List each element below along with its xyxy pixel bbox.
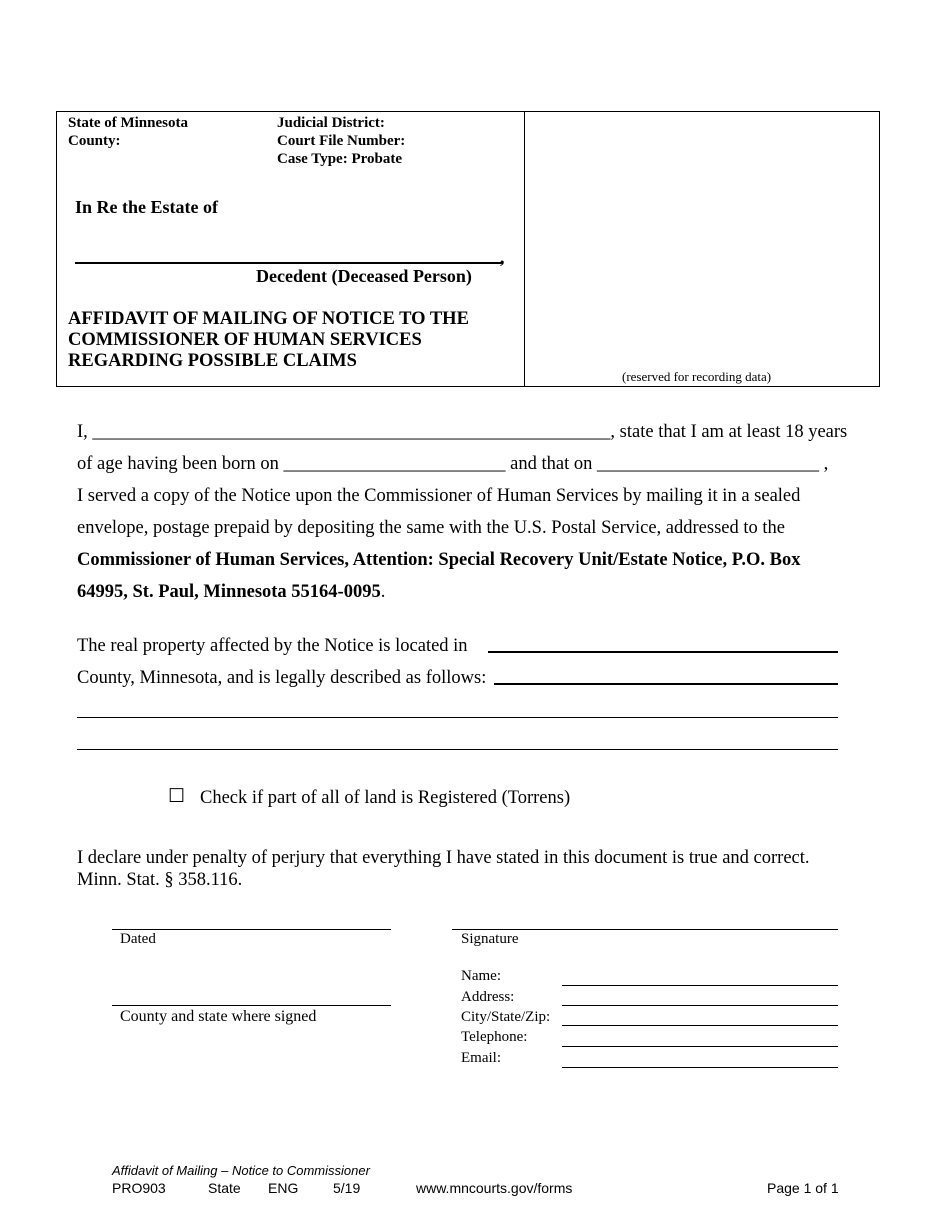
affiant-name-blank[interactable]: ________________________________________________________ — [92, 422, 611, 442]
email-label: Email: — [461, 1050, 501, 1066]
birth-date-blank[interactable]: ________________________ — [283, 454, 506, 474]
body-line-5: Commissioner of Human Services, Attention: Special Recovery Unit/Estate Notice, P.O. Box — [77, 550, 801, 570]
court-file-number-label: Court File Number: — [277, 133, 406, 149]
property-line-2: County, Minnesota, and is legally described as follows: — [77, 668, 487, 688]
line1-start: I, — [77, 422, 93, 442]
decedent-comma: , — [500, 247, 505, 267]
dated-label: Dated — [120, 931, 156, 947]
footer-language: ENG — [268, 1180, 299, 1196]
address-zip: 64995, St. Paul, Minnesota 55164-0095 — [77, 582, 381, 602]
property-line-1: The real property affected by the Notice is located in — [77, 636, 468, 656]
name-field[interactable] — [562, 985, 838, 986]
footer-form-code: PRO903 — [112, 1180, 166, 1196]
in-re-label: In Re the Estate of — [75, 197, 218, 217]
body-line-6 — [77, 581, 385, 603]
legal-description-blank-3[interactable] — [77, 749, 838, 750]
declaration-line-2: Minn. Stat. § 358.116. — [77, 870, 243, 890]
reserved-recording-label: (reserved for recording data) — [622, 369, 772, 384]
footer-url[interactable]: www.mncourts.gov/forms — [416, 1180, 573, 1196]
county-label: County: — [68, 133, 121, 149]
city-state-zip-field[interactable] — [562, 1025, 838, 1026]
body-line-4: envelope, postage prepaid by depositing the same with the U.S. Postal Service, addressed to the — [77, 518, 785, 538]
title-line-1: AFFIDAVIT OF MAILING OF NOTICE TO THE — [68, 309, 469, 329]
city-state-zip-label: City/State/Zip: — [461, 1009, 551, 1025]
line2-mid: and that on — [505, 454, 597, 474]
title-line-2: COMMISSIONER OF HUMAN SERVICES — [68, 330, 422, 350]
decedent-label: Decedent (Deceased Person) — [256, 266, 472, 286]
signature-label: Signature — [461, 931, 519, 947]
address-label: Address: — [461, 989, 515, 1005]
decedent-name-line[interactable] — [75, 262, 502, 264]
torrens-label: Check if part of all of land is Registered (Torrens) — [200, 788, 571, 808]
torrens-checkbox[interactable]: ☐ — [168, 786, 186, 807]
footer-form-title: Affidavit of Mailing – Notice to Commissioner — [112, 1163, 370, 1178]
county-blank[interactable] — [488, 651, 838, 653]
line6-end: . — [380, 582, 386, 602]
address-field[interactable] — [562, 1005, 838, 1006]
document-title — [68, 309, 469, 372]
signature-line[interactable] — [452, 929, 838, 930]
line2-start: of age having been born on — [77, 454, 284, 474]
legal-description-blank-2[interactable] — [77, 717, 838, 718]
declaration-line-1: I declare under penalty of perjury that everything I have stated in this document is true and correct. — [77, 848, 810, 868]
telephone-field[interactable] — [562, 1046, 838, 1047]
county-state-label: County and state where signed — [120, 1008, 317, 1025]
email-field[interactable] — [562, 1067, 838, 1068]
state-label: State of Minnesota — [68, 115, 188, 131]
footer-jurisdiction: State — [208, 1180, 241, 1196]
caption-divider — [524, 111, 525, 387]
dated-line[interactable] — [112, 929, 391, 930]
body-line-3: I served a copy of the Notice upon the Commissioner of Human Services by mailing it in a sealed — [77, 486, 801, 506]
body-line-2 — [77, 453, 828, 475]
case-type-label: Case Type: Probate — [277, 151, 402, 167]
judicial-district-label: Judicial District: — [277, 115, 385, 131]
footer-revision: 5/19 — [333, 1180, 361, 1196]
body-line-1 — [77, 421, 847, 443]
declaration — [77, 847, 810, 891]
line2-end: , — [818, 454, 829, 474]
county-state-line[interactable] — [112, 1005, 391, 1006]
title-line-3: REGARDING POSSIBLE CLAIMS — [68, 351, 357, 371]
footer-page-number: Page 1 of 1 — [767, 1180, 839, 1196]
legal-description-blank-1[interactable] — [494, 683, 838, 685]
name-label: Name: — [461, 968, 501, 984]
line1-end: , state that I am at least 18 years — [610, 422, 848, 442]
service-date-blank[interactable]: ________________________ — [596, 454, 819, 474]
telephone-label: Telephone: — [461, 1029, 528, 1045]
